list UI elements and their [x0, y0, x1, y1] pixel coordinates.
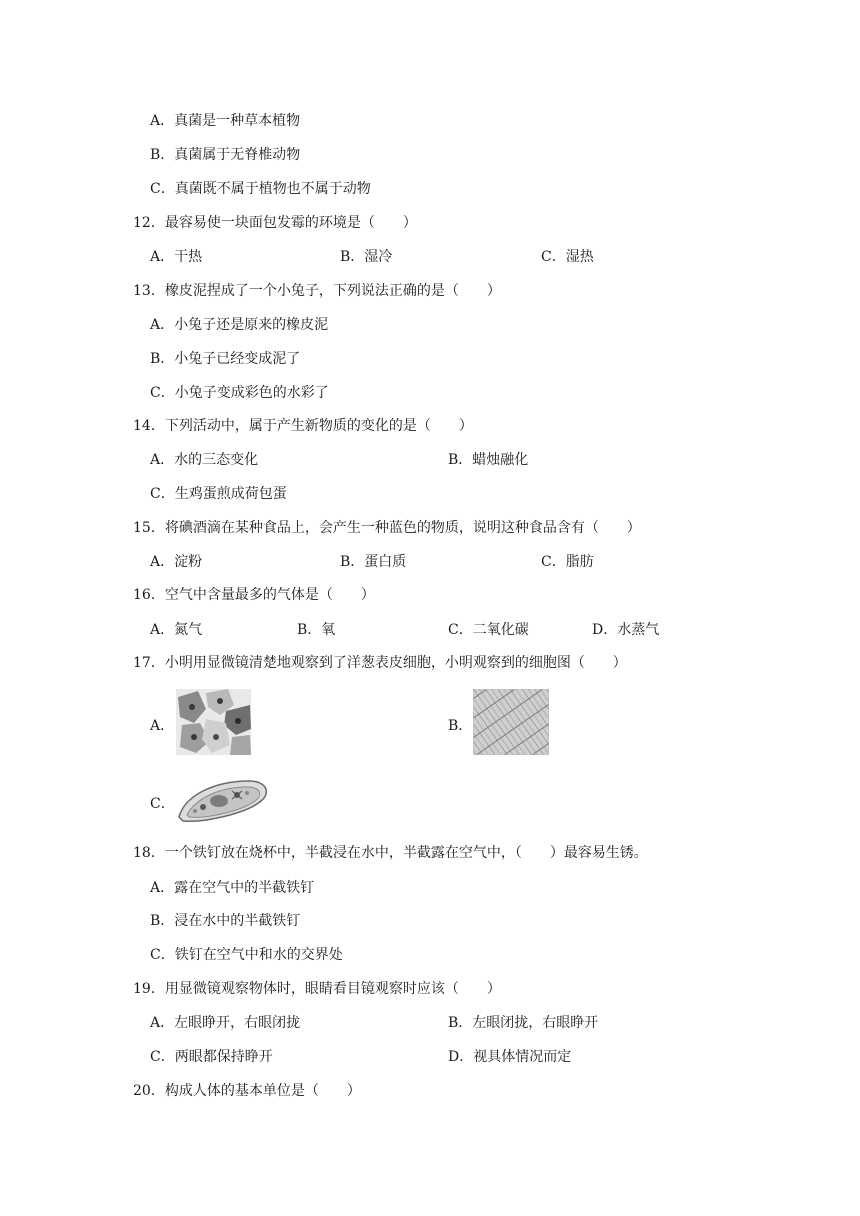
q19-option-a: A．左眼睁开，右眼闭拢 — [150, 1015, 301, 1031]
q12-option-b: B．湿冷 — [340, 249, 393, 265]
q20-stem: 20．构成人体的基本单位是（ ） — [133, 1083, 361, 1099]
q13-option-a: A．小兔子还是原来的橡皮泥 — [150, 317, 329, 333]
q19-stem: 19．用显微镜观察物体时，眼睛看目镜观察时应该（ ） — [133, 981, 501, 997]
q14-option-a: A．水的三态变化 — [150, 452, 259, 468]
q14-option-b: B．蜡烛融化 — [448, 452, 529, 468]
q16-option-b: B．氧 — [297, 622, 336, 638]
q16-option-c: C．二氧化碳 — [448, 622, 529, 638]
cheek-cell-drawing — [176, 689, 251, 755]
onion-cell-drawing — [473, 689, 549, 755]
paramecium-drawing — [175, 775, 271, 825]
q18-option-a: A．露在空气中的半截铁钉 — [150, 880, 315, 896]
q17-option-b: B． — [448, 718, 473, 734]
q12-option-a: A．干热 — [150, 249, 203, 265]
q17-option-a: A． — [150, 718, 175, 734]
q19-option-c: C．两眼都保持睁开 — [150, 1049, 273, 1065]
q18-stem: 18．一个铁钉放在烧杯中，半截浸在水中，半截露在空气中，（ ）最容易生锈。 — [133, 845, 648, 861]
q12-option-c: C．湿热 — [541, 249, 594, 265]
q18-option-c: C．铁钉在空气中和水的交界处 — [150, 947, 343, 963]
q15-option-b: B．蛋白质 — [340, 554, 407, 570]
q16-stem: 16．空气中含量最多的气体是（ ） — [133, 587, 375, 603]
q19-option-b: B．左眼闭拢，右眼睁开 — [448, 1015, 599, 1031]
q11-option-c: C．真菌既不属于植物也不属于动物 — [150, 181, 371, 197]
q18-option-b: B．浸在水中的半截铁钉 — [150, 913, 301, 929]
q13-stem: 13．橡皮泥捏成了一个小兔子，下列说法正确的是（ ） — [133, 283, 501, 299]
q16-option-a: A．氮气 — [150, 622, 203, 638]
q17-option-c: C． — [150, 796, 175, 812]
q15-option-a: A．淀粉 — [150, 554, 203, 570]
cheek-cell-image — [176, 689, 251, 755]
q12-stem: 12．最容易使一块面包发霉的环境是（ ） — [133, 215, 417, 231]
q13-option-b: B．小兔子已经变成泥了 — [150, 351, 301, 367]
q11-option-b: B．真菌属于无脊椎动物 — [150, 147, 301, 163]
q13-option-c: C．小兔子变成彩色的水彩了 — [150, 385, 329, 401]
q11-option-a: A．真菌是一种草本植物 — [150, 113, 301, 129]
q15-option-c: C．脂肪 — [541, 554, 594, 570]
q14-option-c: C．生鸡蛋煎成荷包蛋 — [150, 486, 287, 502]
q14-stem: 14．下列活动中，属于产生新物质的变化的是（ ） — [133, 418, 473, 434]
q19-option-d: D．视具体情况而定 — [448, 1049, 572, 1065]
onion-cell-image — [473, 689, 549, 755]
paramecium-image — [175, 775, 271, 825]
q17-stem: 17．小明用显微镜清楚地观察到了洋葱表皮细胞，小明观察到的细胞图（ ） — [133, 655, 627, 671]
q16-option-d: D．水蒸气 — [592, 622, 660, 638]
q15-stem: 15．将碘酒滴在某种食品上，会产生一种蓝色的物质，说明这种食品含有（ ） — [133, 520, 641, 536]
